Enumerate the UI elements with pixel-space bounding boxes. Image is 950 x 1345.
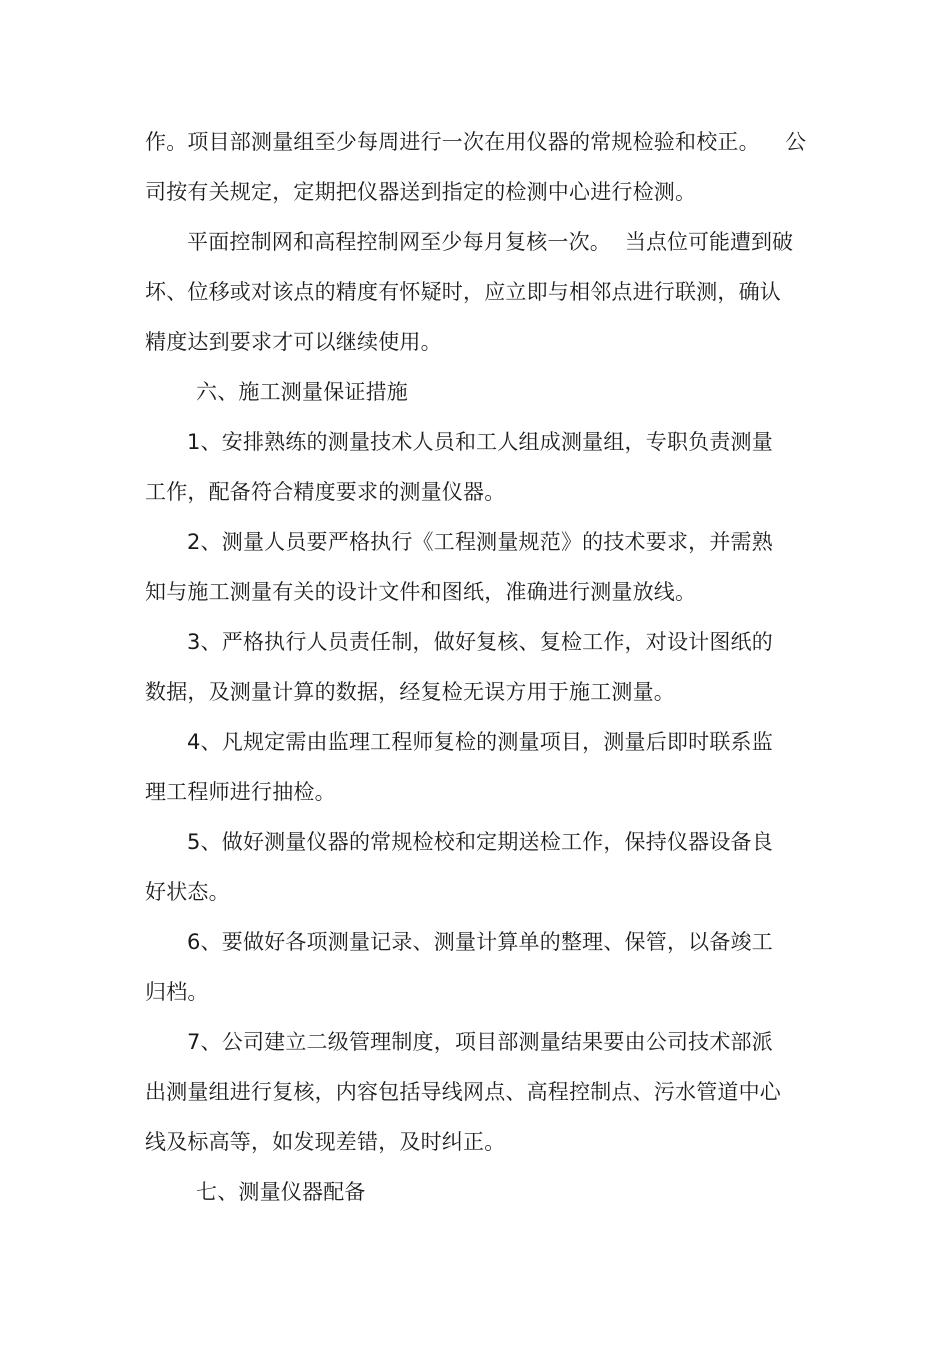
paragraph-line: 平面控制网和高程控制网至少每月复核一次。 (187, 230, 611, 254)
paragraph-line: 1、安排熟练的测量技术人员和工人组成测量组，专职负责测量 (187, 430, 773, 454)
paragraph-line: 工作，配备符合精度要求的测量仪器。 (145, 480, 506, 504)
paragraph-line: 精度达到要求才可以继续使用。 (145, 330, 442, 354)
paragraph-line: 好状态。 (145, 880, 230, 904)
paragraph-line: 坏、位移或对该点的精度有怀疑时，应立即与相邻点进行联测，确认 (145, 280, 781, 304)
paragraph-line: 作。项目部测量组至少每周进行一次在用仪器的常规检验和校正。 (145, 130, 760, 154)
section-heading: 六、施工测量保证措施 (196, 380, 408, 404)
paragraph-line: 司按有关规定，定期把仪器送到指定的检测中心进行检测。 (145, 180, 697, 204)
paragraph-line-fragment: 公 (785, 130, 806, 154)
paragraph-line-fragment: 当点位可能遭到破 (625, 230, 793, 254)
paragraph-line: 数据，及测量计算的数据，经复检无误方用于施工测量。 (145, 680, 675, 704)
paragraph-line: 理工程师进行抽检。 (145, 780, 336, 804)
paragraph-line: 归档。 (145, 980, 209, 1004)
section-heading: 七、测量仪器配备 (196, 1180, 366, 1204)
paragraph-line: 5、做好测量仪器的常规检校和定期送检工作，保持仪器设备良 (187, 830, 773, 854)
paragraph-line: 出测量组进行复核，内容包括导线网点、高程控制点、污水管道中心 (145, 1080, 781, 1104)
paragraph-line: 6、要做好各项测量记录、测量计算单的整理、保管，以备竣工 (187, 930, 773, 954)
paragraph-line: 7、公司建立二级管理制度，项目部测量结果要由公司技术部派 (187, 1030, 773, 1054)
paragraph-line: 2、测量人员要严格执行《工程测量规范》的技术要求，并需熟 (187, 530, 773, 554)
paragraph-line: 3、严格执行人员责任制，做好复核、复检工作，对设计图纸的 (187, 630, 773, 654)
paragraph-line: 4、凡规定需由监理工程师复检的测量项目，测量后即时联系监 (187, 730, 773, 754)
paragraph-line: 知与施工测量有关的设计文件和图纸，准确进行测量放线。 (145, 580, 697, 604)
paragraph-line: 线及标高等，如发现差错，及时纠正。 (145, 1130, 506, 1154)
